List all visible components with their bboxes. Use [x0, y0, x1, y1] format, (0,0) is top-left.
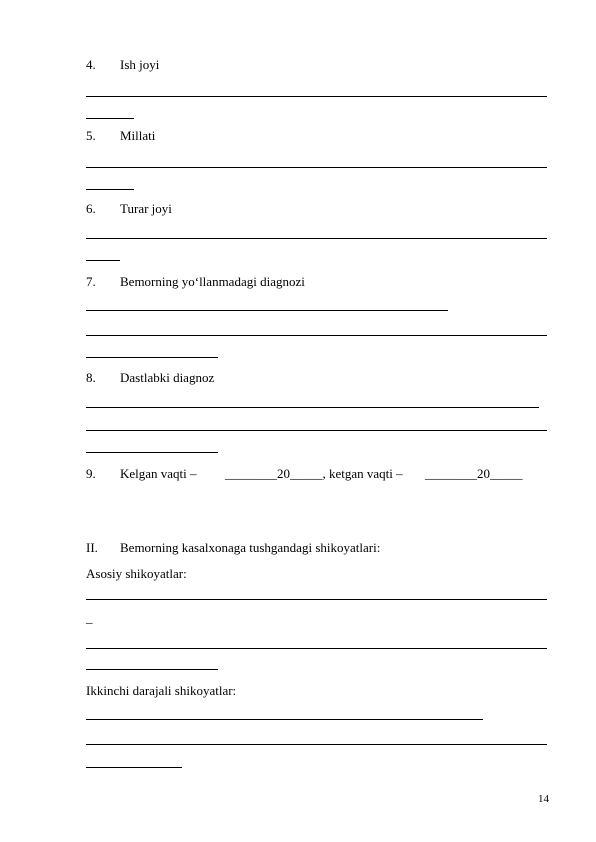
blank-line: [86, 238, 547, 239]
item-5-label: Millati: [120, 128, 156, 143]
blank-line: [86, 430, 547, 431]
blank-line: [86, 335, 547, 336]
item-6-number: 6.: [86, 201, 96, 216]
item-5-number: 5.: [86, 128, 96, 143]
blank-line: [86, 744, 547, 745]
blank-line: [86, 452, 218, 453]
item-6-label: Turar joyi: [120, 201, 172, 216]
page-number: 14: [538, 793, 549, 805]
section-2-number: II.: [86, 540, 98, 555]
item-7-number: 7.: [86, 274, 96, 289]
section-2-title: Bemorning kasalxonaga tushgandagi shikoyatlari:: [120, 540, 381, 555]
blank-line: [86, 407, 539, 408]
secondary-complaints-label: Ikkinchi darajali shikoyatlar:: [86, 683, 237, 698]
arrival-departure-blanks: ________20_____, ketgan vaqti –: [225, 466, 403, 481]
item-7-label: Bemorning yo‘llanmadagi diagnozi: [120, 274, 305, 289]
blank-line: [86, 669, 218, 670]
blank-line: [86, 260, 120, 261]
blank-line: [86, 599, 547, 600]
dash: _: [86, 610, 93, 625]
item-9-label: Kelgan vaqti –: [120, 466, 197, 481]
blank-line: [86, 118, 134, 119]
item-8-label: Dastlabki diagnoz: [120, 370, 215, 385]
blank-line: [86, 719, 483, 720]
blank-line: [86, 310, 448, 311]
blank-line: [86, 189, 134, 190]
item-9-number: 9.: [86, 466, 96, 481]
blank-line: [86, 167, 547, 168]
blank-line: [86, 648, 547, 649]
blank-line: [86, 767, 182, 768]
item-4-number: 4.: [86, 57, 96, 72]
blank-line: [86, 357, 218, 358]
departure-date-blank: ________20_____: [425, 466, 523, 481]
item-4-label: Ish joyi: [120, 57, 160, 72]
main-complaints-label: Asosiy shikoyatlar:: [86, 566, 187, 581]
blank-line: [86, 96, 547, 97]
item-8-number: 8.: [86, 370, 96, 385]
